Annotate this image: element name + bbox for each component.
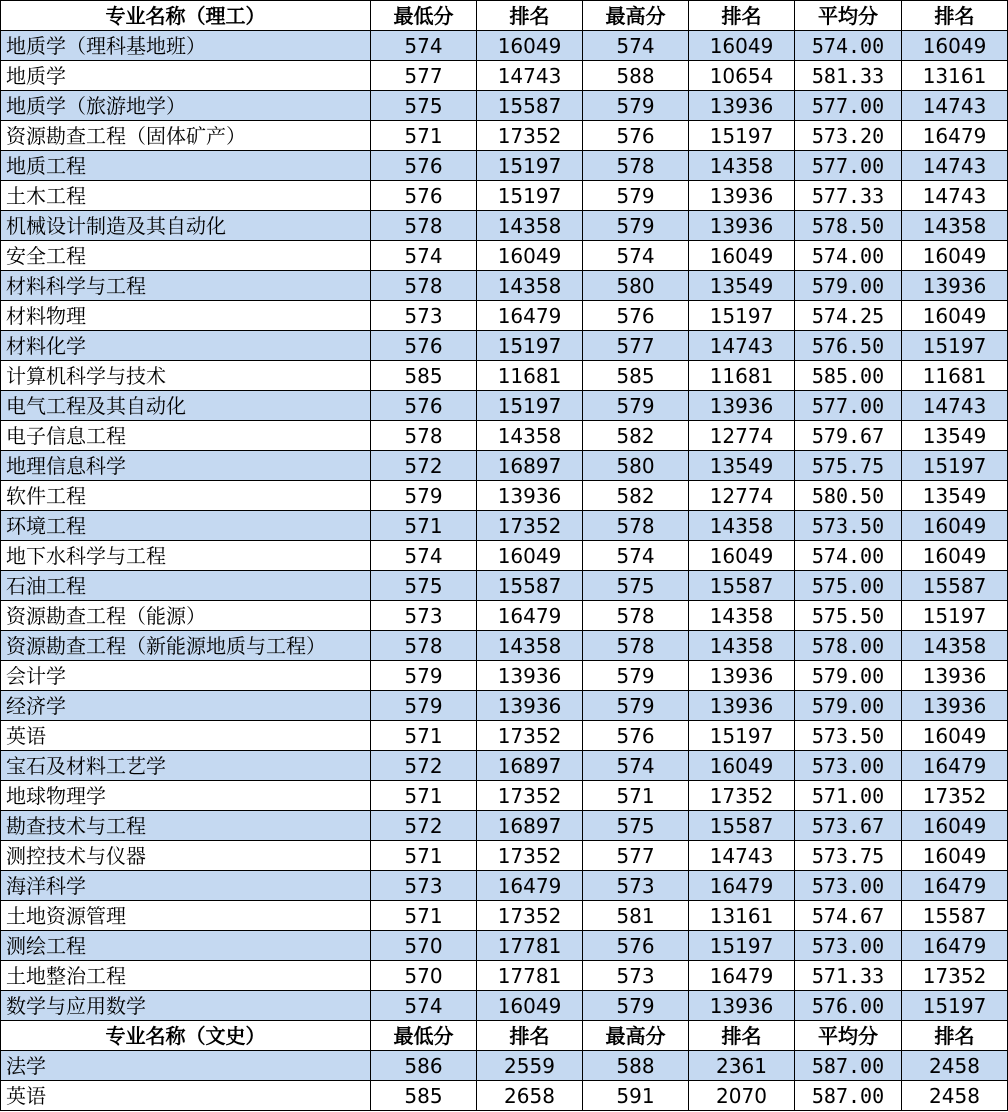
avg-score-cell: 574.67 [795,901,902,931]
arts-header-row [1,1021,1008,1051]
min-score-header: 最低分 [371,1021,477,1051]
max-rank-cell: 14358 [689,601,795,631]
max-score-cell: 573 [583,871,689,901]
table-row [1,181,1008,211]
min-rank-header: 排名 [477,1,583,31]
max-rank-cell: 13936 [689,391,795,421]
avg-rank-cell: 16479 [902,931,1008,961]
major-name-cell: 石油工程 [1,571,371,601]
min-rank-cell: 14358 [477,421,583,451]
min-score-cell: 586 [371,1051,477,1081]
table-row [1,31,1008,61]
major-name-cell: 地理信息科学 [1,451,371,481]
major-name-cell: 勘查技术与工程 [1,811,371,841]
avg-rank-cell: 2458 [902,1081,1008,1111]
table-row [1,631,1008,661]
table-row [1,241,1008,271]
min-rank-cell: 15197 [477,181,583,211]
max-rank-cell: 13936 [689,181,795,211]
table-row [1,571,1008,601]
min-score-cell: 577 [371,61,477,91]
max-rank-cell: 15587 [689,811,795,841]
avg-rank-cell: 13936 [902,271,1008,301]
min-score-cell: 578 [371,631,477,661]
min-rank-cell: 17352 [477,901,583,931]
table-row [1,1081,1008,1111]
avg-rank-cell: 13936 [902,691,1008,721]
min-rank-cell: 15197 [477,391,583,421]
max-score-cell: 574 [583,241,689,271]
max-rank-cell: 15197 [689,721,795,751]
major-name-cell: 测控技术与仪器 [1,841,371,871]
min-score-cell: 585 [371,1081,477,1111]
major-name-cell: 计算机科学与技术 [1,361,371,391]
avg-score-cell: 574.25 [795,301,902,331]
min-score-cell: 574 [371,31,477,61]
min-score-cell: 576 [371,331,477,361]
avg-score-cell: 579.67 [795,421,902,451]
major-name-cell: 软件工程 [1,481,371,511]
table-row [1,811,1008,841]
max-score-cell: 576 [583,301,689,331]
min-rank-cell: 16479 [477,871,583,901]
max-rank-cell: 13161 [689,901,795,931]
min-score-cell: 572 [371,751,477,781]
max-score-cell: 580 [583,451,689,481]
avg-score-cell: 574.00 [795,31,902,61]
avg-score-cell: 579.00 [795,661,902,691]
avg-rank-cell: 2458 [902,1051,1008,1081]
avg-rank-cell: 15197 [902,601,1008,631]
avg-score-cell: 585.00 [795,361,902,391]
avg-score-cell: 575.50 [795,601,902,631]
avg-rank-cell: 15197 [902,451,1008,481]
major-name-cell: 材料科学与工程 [1,271,371,301]
table-row [1,541,1008,571]
table-row [1,1051,1008,1081]
table-row [1,901,1008,931]
min-score-cell: 573 [371,601,477,631]
max-rank-cell: 10654 [689,61,795,91]
avg-score-cell: 573.50 [795,721,902,751]
table-row [1,151,1008,181]
max-score-cell: 579 [583,691,689,721]
avg-rank-cell: 14743 [902,151,1008,181]
min-rank-cell: 17781 [477,931,583,961]
table-row [1,61,1008,91]
table-row [1,91,1008,121]
max-rank-header: 排名 [689,1021,795,1051]
max-rank-cell: 16049 [689,31,795,61]
major-name-cell: 经济学 [1,691,371,721]
max-score-header: 最高分 [583,1,689,31]
major-name-cell: 测绘工程 [1,931,371,961]
min-score-cell: 574 [371,991,477,1021]
max-score-cell: 588 [583,61,689,91]
max-rank-cell: 15197 [689,121,795,151]
table-row [1,931,1008,961]
major-name-cell: 资源勘查工程（固体矿产） [1,121,371,151]
max-score-cell: 575 [583,571,689,601]
min-score-cell: 574 [371,541,477,571]
major-name-cell: 土地资源管理 [1,901,371,931]
table-row [1,601,1008,631]
max-rank-cell: 13936 [689,661,795,691]
min-rank-cell: 16049 [477,241,583,271]
max-score-cell: 588 [583,1051,689,1081]
min-score-cell: 585 [371,361,477,391]
min-score-cell: 572 [371,811,477,841]
table-row [1,781,1008,811]
max-score-cell: 582 [583,421,689,451]
major-name-cell: 法学 [1,1051,371,1081]
max-score-cell: 579 [583,991,689,1021]
min-score-cell: 576 [371,181,477,211]
major-name-cell: 电气工程及其自动化 [1,391,371,421]
major-name-cell: 土地整治工程 [1,961,371,991]
avg-rank-cell: 16049 [902,721,1008,751]
major-name-cell: 地球物理学 [1,781,371,811]
major-name-header: 专业名称（理工） [1,1,371,31]
max-score-cell: 573 [583,961,689,991]
max-score-cell: 574 [583,541,689,571]
table-row [1,871,1008,901]
avg-score-cell: 577.33 [795,181,902,211]
max-score-cell: 579 [583,91,689,121]
min-rank-cell: 17352 [477,841,583,871]
table-row [1,721,1008,751]
avg-score-cell: 573.67 [795,811,902,841]
avg-rank-cell: 16049 [902,811,1008,841]
min-rank-cell: 16049 [477,541,583,571]
major-name-cell: 电子信息工程 [1,421,371,451]
min-score-cell: 571 [371,121,477,151]
avg-rank-cell: 17352 [902,961,1008,991]
table-row [1,421,1008,451]
avg-rank-cell: 16479 [902,121,1008,151]
major-name-cell: 安全工程 [1,241,371,271]
avg-rank-cell: 15197 [902,331,1008,361]
avg-rank-cell: 16049 [902,841,1008,871]
min-rank-cell: 17352 [477,721,583,751]
avg-rank-cell: 16049 [902,241,1008,271]
avg-rank-cell: 14743 [902,91,1008,121]
table-row [1,751,1008,781]
max-score-cell: 582 [583,481,689,511]
min-rank-cell: 17352 [477,511,583,541]
major-name-cell: 地下水科学与工程 [1,541,371,571]
avg-rank-cell: 11681 [902,361,1008,391]
major-name-cell: 地质工程 [1,151,371,181]
max-score-cell: 576 [583,931,689,961]
max-rank-cell: 12774 [689,421,795,451]
max-rank-cell: 13936 [689,691,795,721]
avg-score-cell: 573.50 [795,511,902,541]
max-score-header: 最高分 [583,1021,689,1051]
avg-rank-cell: 16479 [902,751,1008,781]
max-rank-header: 排名 [689,1,795,31]
max-rank-cell: 14358 [689,511,795,541]
min-rank-cell: 11681 [477,361,583,391]
min-score-cell: 575 [371,571,477,601]
min-score-cell: 572 [371,451,477,481]
table-row [1,841,1008,871]
major-name-cell: 材料化学 [1,331,371,361]
avg-rank-cell: 15587 [902,901,1008,931]
max-score-cell: 577 [583,841,689,871]
min-score-cell: 570 [371,931,477,961]
max-rank-cell: 15197 [689,931,795,961]
max-score-cell: 576 [583,721,689,751]
min-rank-cell: 16049 [477,31,583,61]
min-score-cell: 578 [371,211,477,241]
avg-rank-header: 排名 [902,1021,1008,1051]
avg-score-cell: 573.75 [795,841,902,871]
min-rank-cell: 14358 [477,631,583,661]
avg-score-cell: 587.00 [795,1051,902,1081]
table-row [1,451,1008,481]
max-score-cell: 574 [583,751,689,781]
max-score-cell: 571 [583,781,689,811]
avg-rank-cell: 16049 [902,31,1008,61]
max-rank-cell: 2070 [689,1081,795,1111]
avg-score-cell: 571.00 [795,781,902,811]
max-score-cell: 579 [583,661,689,691]
min-rank-cell: 2658 [477,1081,583,1111]
avg-rank-cell: 14358 [902,211,1008,241]
min-score-cell: 571 [371,841,477,871]
avg-score-cell: 576.50 [795,331,902,361]
min-rank-cell: 16897 [477,751,583,781]
avg-rank-cell: 13549 [902,421,1008,451]
major-name-header: 专业名称（文史） [1,1021,371,1051]
avg-rank-cell: 14358 [902,631,1008,661]
max-score-cell: 580 [583,271,689,301]
min-rank-cell: 15587 [477,571,583,601]
table-row [1,271,1008,301]
max-rank-cell: 11681 [689,361,795,391]
avg-score-cell: 577.00 [795,391,902,421]
avg-score-cell: 580.50 [795,481,902,511]
max-score-cell: 579 [583,211,689,241]
avg-score-cell: 574.00 [795,241,902,271]
min-rank-cell: 16479 [477,301,583,331]
max-rank-cell: 16479 [689,961,795,991]
avg-score-cell: 575.00 [795,571,902,601]
major-name-cell: 环境工程 [1,511,371,541]
min-score-cell: 575 [371,91,477,121]
avg-rank-cell: 13936 [902,661,1008,691]
avg-score-cell: 571.33 [795,961,902,991]
major-name-cell: 会计学 [1,661,371,691]
min-score-cell: 579 [371,691,477,721]
avg-rank-cell: 17352 [902,781,1008,811]
min-rank-cell: 17352 [477,781,583,811]
max-rank-cell: 13549 [689,271,795,301]
table-row [1,331,1008,361]
avg-score-cell: 581.33 [795,61,902,91]
min-score-cell: 571 [371,721,477,751]
major-name-cell: 数学与应用数学 [1,991,371,1021]
max-score-cell: 591 [583,1081,689,1111]
min-rank-header: 排名 [477,1021,583,1051]
min-score-cell: 570 [371,961,477,991]
min-rank-cell: 14358 [477,211,583,241]
avg-score-cell: 577.00 [795,91,902,121]
major-name-cell: 地质学（旅游地学） [1,91,371,121]
table-row [1,691,1008,721]
max-score-cell: 575 [583,811,689,841]
table-row [1,301,1008,331]
major-name-cell: 地质学（理科基地班） [1,31,371,61]
avg-rank-cell: 16049 [902,541,1008,571]
avg-rank-cell: 15197 [902,991,1008,1021]
table-row [1,211,1008,241]
max-rank-cell: 16049 [689,241,795,271]
max-rank-cell: 15587 [689,571,795,601]
table-row [1,121,1008,151]
max-rank-cell: 13936 [689,991,795,1021]
avg-rank-cell: 13549 [902,481,1008,511]
max-rank-cell: 13936 [689,211,795,241]
min-rank-cell: 14743 [477,61,583,91]
min-rank-cell: 13936 [477,691,583,721]
max-rank-cell: 16049 [689,541,795,571]
min-score-cell: 579 [371,661,477,691]
major-name-cell: 地质学 [1,61,371,91]
max-score-cell: 574 [583,31,689,61]
avg-score-header: 平均分 [795,1,902,31]
max-score-cell: 579 [583,181,689,211]
max-score-cell: 585 [583,361,689,391]
avg-rank-cell: 14743 [902,181,1008,211]
avg-score-cell: 573.00 [795,871,902,901]
major-name-cell: 土木工程 [1,181,371,211]
max-rank-cell: 13936 [689,91,795,121]
max-rank-cell: 14358 [689,151,795,181]
max-rank-cell: 15197 [689,301,795,331]
avg-score-cell: 573.00 [795,751,902,781]
max-score-cell: 578 [583,511,689,541]
major-name-cell: 海洋科学 [1,871,371,901]
min-rank-cell: 15587 [477,91,583,121]
max-rank-cell: 2361 [689,1051,795,1081]
min-rank-cell: 15197 [477,331,583,361]
table-body [1,1,1008,1111]
major-name-cell: 资源勘查工程（能源） [1,601,371,631]
min-score-cell: 576 [371,151,477,181]
min-rank-cell: 17781 [477,961,583,991]
avg-score-cell: 578.00 [795,631,902,661]
avg-score-cell: 579.00 [795,271,902,301]
avg-score-cell: 579.00 [795,691,902,721]
avg-rank-cell: 15587 [902,571,1008,601]
table-row [1,961,1008,991]
table-row [1,661,1008,691]
max-rank-cell: 14743 [689,331,795,361]
max-score-cell: 578 [583,151,689,181]
min-score-cell: 578 [371,421,477,451]
min-score-cell: 576 [371,391,477,421]
science-header-row [1,1,1008,31]
avg-rank-header: 排名 [902,1,1008,31]
major-name-cell: 英语 [1,1081,371,1111]
table-row [1,511,1008,541]
min-rank-cell: 13936 [477,661,583,691]
avg-rank-cell: 16049 [902,301,1008,331]
avg-score-cell: 573.00 [795,931,902,961]
min-rank-cell: 14358 [477,271,583,301]
avg-rank-cell: 14743 [902,391,1008,421]
avg-score-cell: 577.00 [795,151,902,181]
max-rank-cell: 17352 [689,781,795,811]
major-name-cell: 英语 [1,721,371,751]
avg-score-cell: 578.50 [795,211,902,241]
min-rank-cell: 16479 [477,601,583,631]
table-row [1,361,1008,391]
avg-score-cell: 587.00 [795,1081,902,1111]
min-rank-cell: 17352 [477,121,583,151]
avg-score-cell: 573.20 [795,121,902,151]
major-name-cell: 材料物理 [1,301,371,331]
max-score-cell: 577 [583,331,689,361]
min-score-cell: 579 [371,481,477,511]
major-name-cell: 宝石及材料工艺学 [1,751,371,781]
avg-rank-cell: 16049 [902,511,1008,541]
min-score-cell: 571 [371,901,477,931]
max-rank-cell: 12774 [689,481,795,511]
max-score-cell: 581 [583,901,689,931]
table-row [1,481,1008,511]
min-score-header: 最低分 [371,1,477,31]
max-rank-cell: 13549 [689,451,795,481]
avg-rank-cell: 13161 [902,61,1008,91]
min-rank-cell: 13936 [477,481,583,511]
min-rank-cell: 16049 [477,991,583,1021]
min-rank-cell: 16897 [477,811,583,841]
avg-rank-cell: 16479 [902,871,1008,901]
major-name-cell: 资源勘查工程（新能源地质与工程） [1,631,371,661]
max-rank-cell: 14358 [689,631,795,661]
max-score-cell: 578 [583,631,689,661]
avg-score-cell: 576.00 [795,991,902,1021]
min-score-cell: 571 [371,511,477,541]
max-score-cell: 579 [583,391,689,421]
avg-score-cell: 575.75 [795,451,902,481]
min-score-cell: 574 [371,241,477,271]
max-score-cell: 578 [583,601,689,631]
min-rank-cell: 16897 [477,451,583,481]
table-row [1,391,1008,421]
min-score-cell: 571 [371,781,477,811]
major-name-cell: 机械设计制造及其自动化 [1,211,371,241]
min-rank-cell: 15197 [477,151,583,181]
min-score-cell: 578 [371,271,477,301]
min-score-cell: 573 [371,301,477,331]
min-rank-cell: 2559 [477,1051,583,1081]
avg-score-cell: 574.00 [795,541,902,571]
max-rank-cell: 16049 [689,751,795,781]
table-row [1,991,1008,1021]
max-rank-cell: 16479 [689,871,795,901]
max-score-cell: 576 [583,121,689,151]
max-rank-cell: 14743 [689,841,795,871]
avg-score-header: 平均分 [795,1021,902,1051]
min-score-cell: 573 [371,871,477,901]
